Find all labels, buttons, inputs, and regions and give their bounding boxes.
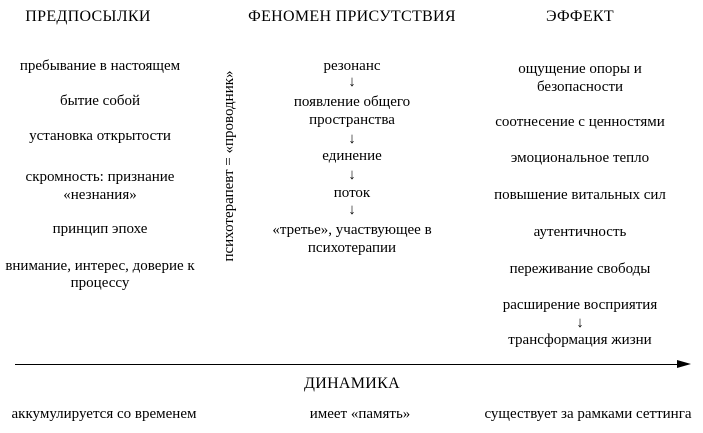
presence-chain-item: появление общего пространства [293, 94, 411, 128]
dynamics-item: аккумулируется со временем [11, 406, 197, 422]
arrow-down-icon: ↓ [576, 315, 584, 331]
dynamics-item: существует за рамками сеттинга [484, 406, 692, 422]
prerequisite-item: скромность: признание «незнания» [25, 169, 175, 203]
effect-item: аутентичность [533, 224, 627, 240]
prerequisite-item: пребывание в настоящем [19, 58, 181, 74]
presence-chain-item: поток [333, 185, 371, 201]
effect-item: трансформация жизни [508, 332, 652, 348]
arrow-down-icon: ↓ [348, 202, 356, 218]
dynamics-label: ДИНАМИКА [304, 375, 400, 392]
arrow-right-icon [677, 360, 691, 368]
effect-item: ощущение опоры и безопасности [518, 61, 642, 95]
dynamics-item: имеет «память» [309, 406, 411, 422]
dynamics-axis-line [15, 364, 679, 365]
arrow-down-icon: ↓ [348, 167, 356, 183]
therapist-conductor-vertical-label: психотерапевт = «проводник» [221, 70, 237, 262]
arrow-down-icon: ↓ [348, 131, 356, 147]
presence-chain-item: «третье», участвующее в психотерапии [272, 222, 432, 256]
prerequisite-item: принцип эпохе [52, 221, 148, 237]
effect-item: расширение восприятия [502, 297, 658, 313]
prerequisite-item: бытие собой [59, 93, 141, 109]
effect-item: переживание свободы [509, 261, 651, 277]
column-header-prerequisites: ПРЕДПОСЫЛКИ [25, 8, 151, 25]
arrow-down-icon: ↓ [348, 74, 356, 90]
prerequisite-item: внимание, интерес, доверие к процессу [5, 258, 195, 291]
effect-item: эмоциональное тепло [510, 150, 650, 166]
effect-item: соотнесение с ценностями [495, 114, 665, 130]
column-header-presence-phenomenon: ФЕНОМЕН ПРИСУТСТВИЯ [248, 8, 456, 25]
presence-chain-item: резонанс [323, 58, 381, 74]
column-header-effect: ЭФФЕКТ [546, 8, 614, 25]
prerequisite-item: установка открытости [29, 128, 171, 144]
presence-chain-item: единение [322, 148, 382, 164]
effect-item: повышение витальных сил [494, 187, 666, 203]
